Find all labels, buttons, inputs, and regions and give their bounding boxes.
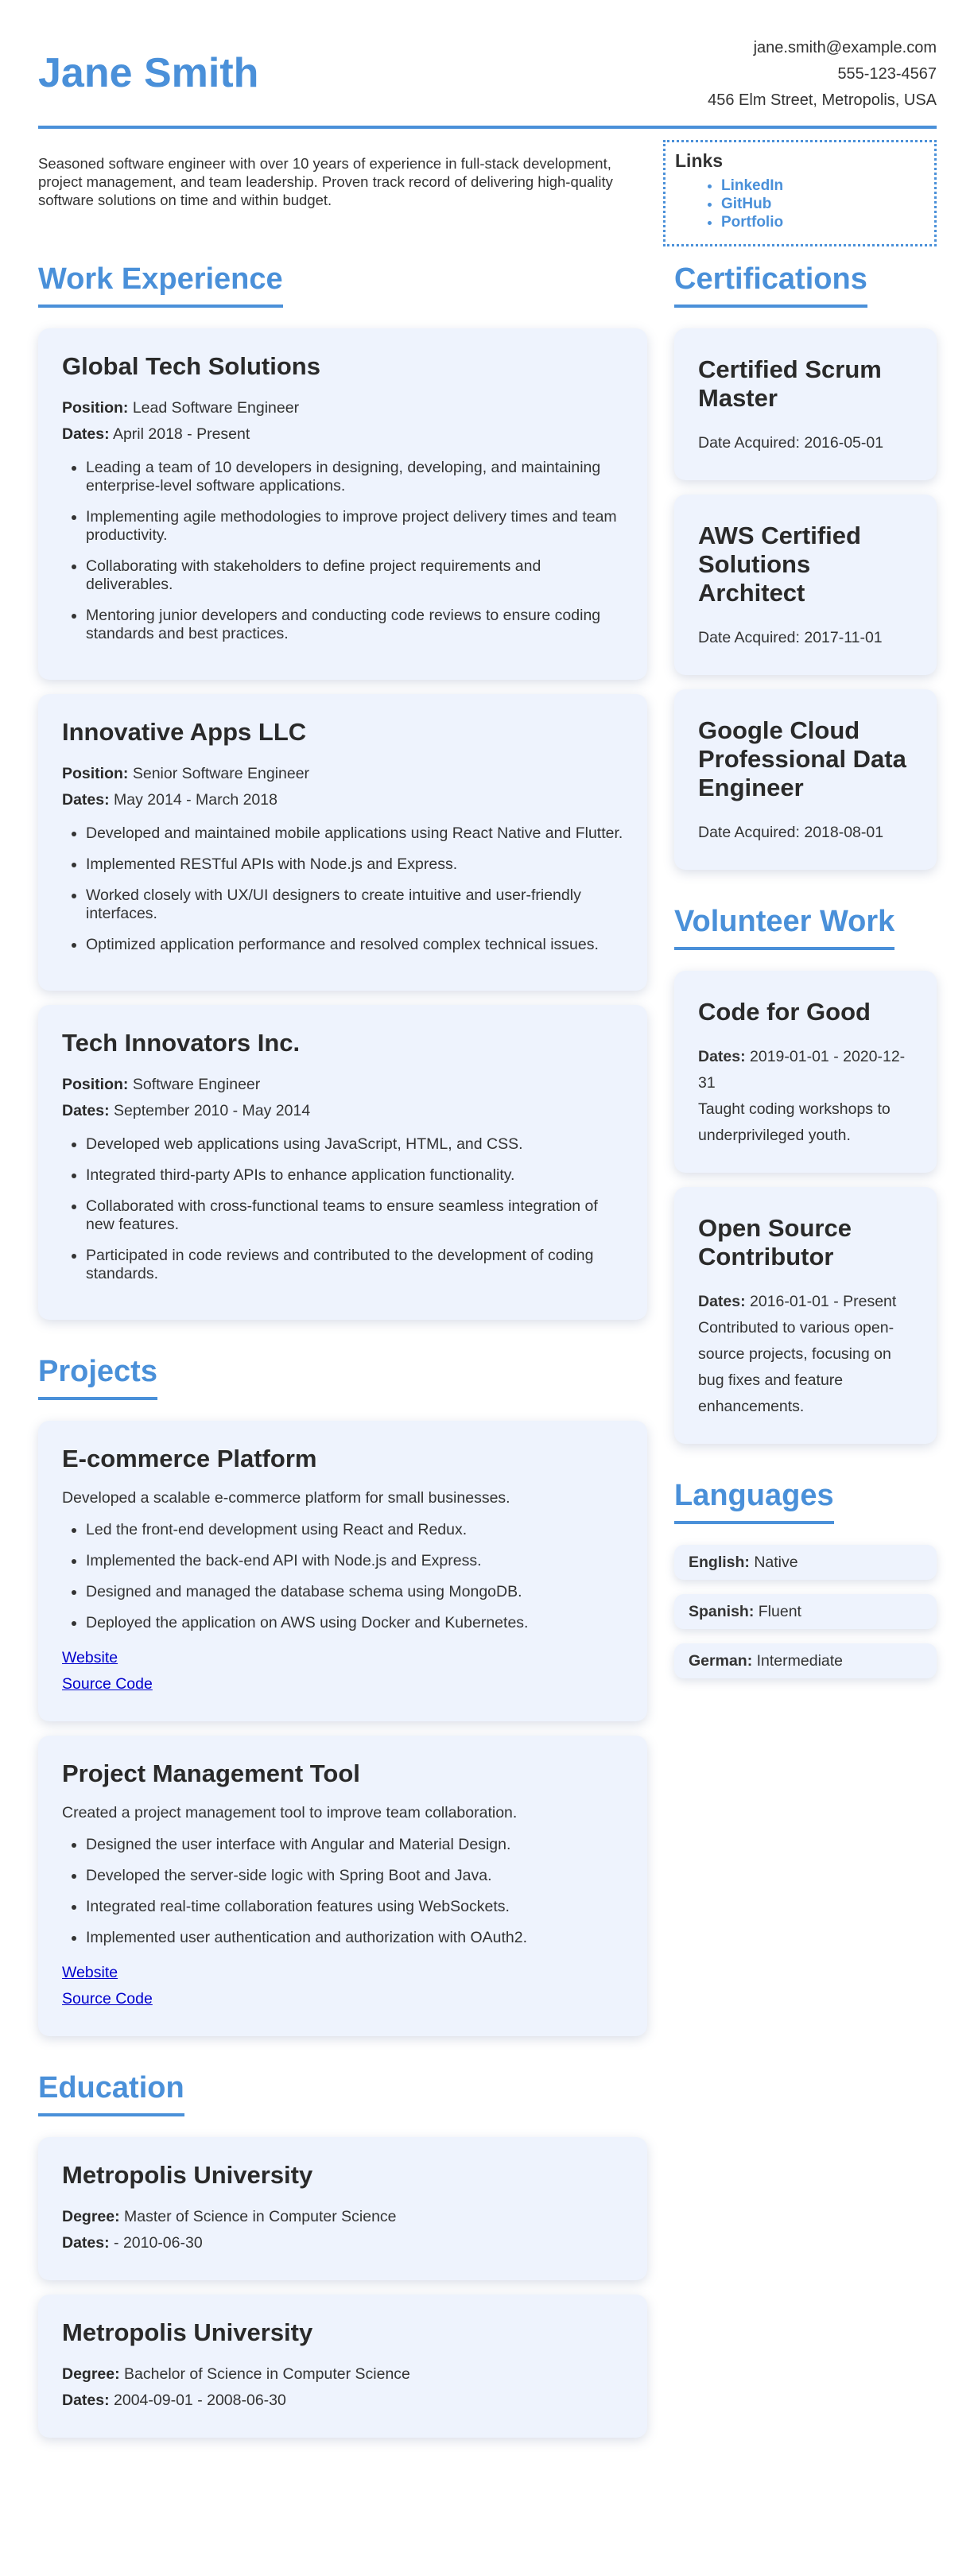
dates-label: Dates: [62,2392,110,2409]
dates-label: Dates: [698,1293,746,1310]
project-name: Project Management Tool [62,1759,360,1787]
position-label: Position: [62,399,129,417]
language-level: Fluent [754,1603,801,1620]
project-name: E-commerce Platform [62,1445,317,1472]
project-source-link[interactable]: Source Code [62,1675,153,1693]
dates-label: Dates: [62,425,110,443]
list-item: • Led the front-end development using React and Redux. [86,1521,623,1539]
list-item: • Worked closely with UX/UI designers to create intuitive and user-friendly interfaces. [86,886,623,923]
list-item: • Optimized application performance and resolved complex technical issues. [86,936,623,954]
work-card [38,694,647,991]
list-item: • Designed the user interface with Angular and Material Design. [86,1836,623,1854]
date-acquired-label: Date Acquired: [698,629,805,646]
position-label: Position: [62,1076,129,1093]
degree-value: Master of Science in Computer Science [119,2208,397,2225]
certification-name: AWS Certified Solutions Architect [698,522,861,607]
company-name: Tech Innovators Inc. [62,1029,301,1057]
candidate-name: Jane Smith [38,50,259,96]
project-website-link[interactable]: Website [62,1649,118,1666]
address-text: 456 Elm Street, Metropolis, USA [708,91,937,109]
links-title: Links [675,150,724,171]
education-heading: Education [38,2071,184,2116]
date-acquired-label: Date Acquired: [698,824,805,841]
dates-label: Dates: [62,1102,110,1119]
list-item: • Implementing agile methodologies to improve project delivery times and team productivity. [86,508,623,545]
resume-page [38,0,937,2409]
list-item: • Developed the server-side logic with Spring Boot and Java. [86,1867,623,1885]
list-item: • Developed and maintained mobile applications using React Native and Flutter. [86,824,623,843]
date-acquired-value: 2018-08-01 [804,824,884,841]
links-box [663,140,937,246]
date-acquired-label: Date Acquired: [698,434,805,452]
position-value: Lead Software Engineer [128,399,300,417]
project-details-list [62,1521,623,1632]
volunteer-name: Code for Good [698,998,871,1026]
list-item: • Collaborating with stakeholders to define project requirements and deliverables. [86,557,623,594]
volunteer-heading: Volunteer Work [674,905,894,950]
project-details-list [62,1836,623,1947]
left-column [38,262,647,2452]
volunteer-description: Taught coding workshops to underprivileged youth. [698,1100,891,1144]
volunteer-name: Open Source Contributor [698,1214,852,1271]
contact-info [708,35,937,114]
dates-value: 2004-09-01 - 2008-06-30 [109,2392,286,2409]
dates-value: September 2010 - May 2014 [109,1102,311,1119]
position-value: Software Engineer [128,1076,261,1093]
degree-value: Bachelor of Science in Computer Science [119,2365,410,2383]
date-acquired-value: 2017-11-01 [804,629,883,646]
certification-card [674,328,937,480]
volunteer-description: Contributed to various open-source projects, focusing on bug fixes and feature enhancements. [698,1319,894,1415]
date-acquired-value: 2016-05-01 [804,434,884,452]
languages-heading: Languages [674,1479,834,1524]
education-card [38,2295,647,2438]
responsibilities-list [62,824,623,954]
certification-name: Google Cloud Professional Data Engineer [698,716,906,801]
volunteer-card [674,1187,937,1444]
language-level: Native [749,1554,798,1571]
list-item: • Collaborated with cross-functional teams to ensure seamless integration of new features. [86,1197,623,1234]
list-item: • Designed and managed the database schema using MongoDB. [86,1583,623,1601]
position-label: Position: [62,765,129,782]
company-name: Innovative Apps LLC [62,718,307,746]
education-card [38,2137,647,2280]
project-card [38,1736,647,2036]
work-experience-heading: Work Experience [38,262,283,308]
school-name: Metropolis University [62,2318,313,2346]
list-item: • Developed web applications using JavaScript, HTML, and CSS. [86,1135,623,1154]
project-description: Created a project management tool to improve team collaboration. [62,1804,518,1821]
portfolio-link[interactable]: Portfolio [721,214,784,231]
resume-header [38,0,937,129]
links-list [673,177,926,231]
responsibilities-list [62,459,623,643]
dates-value: April 2018 - Present [109,425,250,443]
phone-text: 555-123-4567 [837,65,937,83]
list-item: • Mentoring junior developers and conducting code reviews to ensure coding standards and best practices. [86,607,623,643]
language-level: Intermediate [752,1652,844,1670]
dates-value: 2019-01-01 - 2020-12-31 [698,1048,906,1092]
right-column [674,262,937,1693]
language-name: German: [689,1652,753,1670]
summary-text: Seasoned software engineer with over 10 years of experience in full-stack development, project management, and team leadership. Proven track record of delivering high-quality software solutions on time and within budget. [38,155,613,208]
degree-label: Degree: [62,2365,120,2383]
language-item [674,1643,937,1678]
certifications-heading: Certifications [674,262,867,308]
language-name: Spanish: [689,1603,755,1620]
dates-value: 2016-01-01 - Present [745,1293,897,1310]
degree-label: Degree: [62,2208,120,2225]
language-name: English: [689,1554,750,1571]
list-item: • Integrated third-party APIs to enhance application functionality. [86,1166,623,1185]
volunteer-card [674,971,937,1173]
work-card [38,1005,647,1320]
list-item: • Implemented RESTful APIs with Node.js and Express. [86,855,623,874]
certification-card [674,689,937,870]
dates-label: Dates: [62,2234,110,2252]
list-item: • Implemented user authentication and authorization with OAuth2. [86,1929,623,1947]
github-link[interactable]: GitHub [721,196,772,212]
certification-name: Certified Scrum Master [698,355,882,412]
project-card [38,1421,647,1721]
position-value: Senior Software Engineer [128,765,310,782]
language-item [674,1594,937,1629]
email-text[interactable]: jane.smith@example.com [753,39,937,56]
list-item: • Implemented the back-end API with Node.js and Express. [86,1552,623,1570]
projects-heading: Projects [38,1355,157,1400]
list-item: • Participated in code reviews and contributed to the development of coding standards. [86,1247,623,1283]
dates-label: Dates: [62,791,110,809]
language-item [674,1545,937,1580]
list-item: • Deployed the application on AWS using Docker and Kubernetes. [86,1614,623,1632]
responsibilities-list [62,1135,623,1283]
work-card [38,328,647,680]
list-item: • Leading a team of 10 developers in designing, developing, and maintaining enterprise-level software applications. [86,459,623,495]
list-item: • Integrated real-time collaboration features using WebSockets. [86,1898,623,1916]
certification-card [674,495,937,675]
linkedin-link[interactable]: LinkedIn [721,177,784,194]
project-source-link[interactable]: Source Code [62,1990,153,2008]
school-name: Metropolis University [62,2161,313,2189]
project-description: Developed a scalable e-commerce platform for small businesses. [62,1489,510,1507]
dates-value: - 2010-06-30 [109,2234,203,2252]
dates-value: May 2014 - March 2018 [109,791,277,809]
project-website-link[interactable]: Website [62,1964,118,1981]
dates-label: Dates: [698,1048,746,1065]
company-name: Global Tech Solutions [62,352,320,380]
